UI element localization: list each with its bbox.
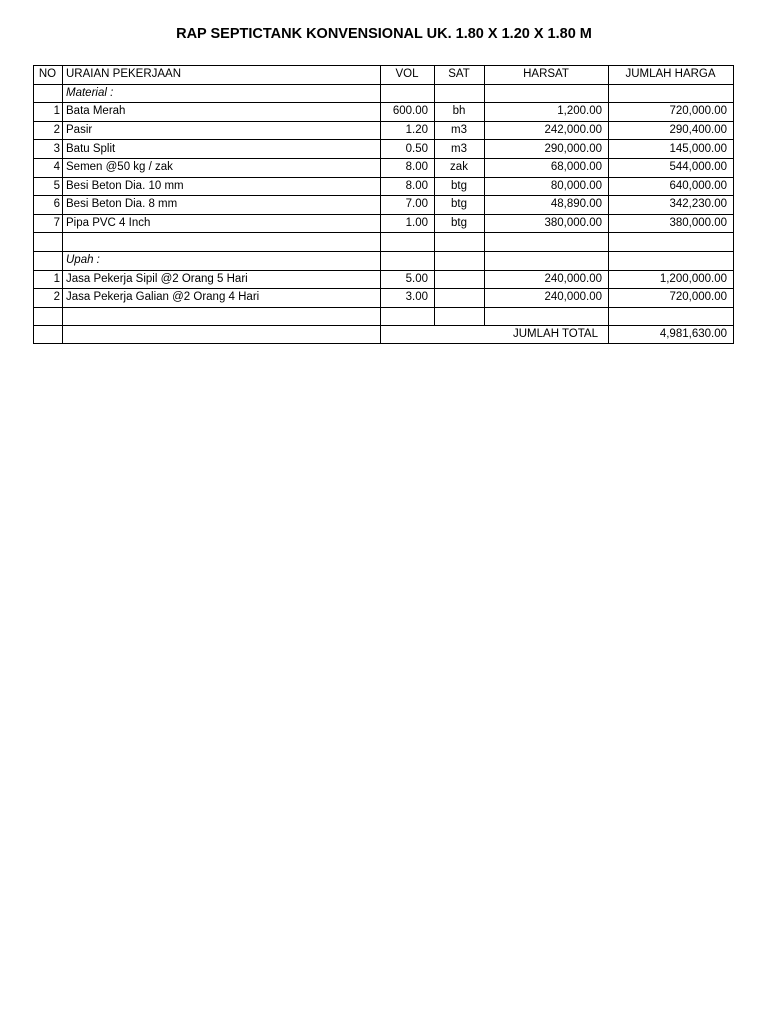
table-row xyxy=(34,158,734,177)
row-jumlah: 380,000.00 xyxy=(609,214,734,233)
document-title: RAP SEPTICTANK KONVENSIONAL UK. 1.80 X 1.20 X 1.80 M xyxy=(176,26,592,42)
table-row xyxy=(34,196,734,215)
table-row xyxy=(34,270,734,289)
row-vol: 5.00 xyxy=(381,270,435,289)
row-vol: 8.00 xyxy=(381,158,435,177)
column-header-no: NO xyxy=(34,66,63,85)
row-sat: zak xyxy=(435,158,485,177)
row-vol: 7.00 xyxy=(381,196,435,215)
row-jumlah: 640,000.00 xyxy=(609,177,734,196)
row-vol: 8.00 xyxy=(381,177,435,196)
row-uraian: Semen @50 kg / zak xyxy=(63,158,381,177)
section-row-material xyxy=(34,84,734,103)
row-harsat: 240,000.00 xyxy=(485,270,609,289)
row-harsat: 290,000.00 xyxy=(485,140,609,159)
row-harsat: 242,000.00 xyxy=(485,121,609,140)
row-uraian: Pipa PVC 4 Inch xyxy=(63,214,381,233)
column-header-jumlah: JUMLAH HARGA xyxy=(609,66,734,85)
row-no: 4 xyxy=(34,158,63,177)
row-harsat: 48,890.00 xyxy=(485,196,609,215)
row-harsat: 240,000.00 xyxy=(485,289,609,308)
row-sat: m3 xyxy=(435,140,485,159)
row-uraian: Batu Split xyxy=(63,140,381,159)
row-uraian: Besi Beton Dia. 10 mm xyxy=(63,177,381,196)
table-row xyxy=(34,140,734,159)
column-header-sat: SAT xyxy=(435,66,485,85)
section-row-upah xyxy=(34,251,734,270)
row-no: 2 xyxy=(34,289,63,308)
rap-table xyxy=(33,65,734,344)
row-no: 5 xyxy=(34,177,63,196)
row-uraian: Pasir xyxy=(63,121,381,140)
table-row xyxy=(34,177,734,196)
empty-row xyxy=(34,307,734,326)
row-sat: bh xyxy=(435,103,485,122)
empty-row xyxy=(34,233,734,252)
row-sat: m3 xyxy=(435,121,485,140)
row-vol: 1.20 xyxy=(381,121,435,140)
row-vol: 600.00 xyxy=(381,103,435,122)
row-harsat: 1,200.00 xyxy=(485,103,609,122)
row-harsat: 68,000.00 xyxy=(485,158,609,177)
row-jumlah: 1,200,000.00 xyxy=(609,270,734,289)
table-row xyxy=(34,121,734,140)
column-header-uraian: URAIAN PEKERJAAN xyxy=(63,66,381,85)
section-label-material: Material : xyxy=(63,84,381,103)
row-sat xyxy=(435,270,485,289)
table-row xyxy=(34,214,734,233)
table-row xyxy=(34,103,734,122)
total-label: JUMLAH TOTAL xyxy=(381,326,609,344)
row-no: 1 xyxy=(34,103,63,122)
row-uraian: Jasa Pekerja Galian @2 Orang 4 Hari xyxy=(63,289,381,308)
section-label-upah: Upah : xyxy=(63,251,381,270)
row-harsat: 80,000.00 xyxy=(485,177,609,196)
table-row xyxy=(34,289,734,308)
row-jumlah: 145,000.00 xyxy=(609,140,734,159)
row-sat: btg xyxy=(435,196,485,215)
row-sat: btg xyxy=(435,214,485,233)
row-uraian: Jasa Pekerja Sipil @2 Orang 5 Hari xyxy=(63,270,381,289)
column-header-harsat: HARSAT xyxy=(485,66,609,85)
row-sat xyxy=(435,289,485,308)
row-no: 6 xyxy=(34,196,63,215)
total-row xyxy=(34,326,734,344)
table-header-row xyxy=(34,66,734,85)
row-no: 2 xyxy=(34,121,63,140)
row-jumlah: 342,230.00 xyxy=(609,196,734,215)
row-harsat: 380,000.00 xyxy=(485,214,609,233)
row-jumlah: 290,400.00 xyxy=(609,121,734,140)
total-value: 4,981,630.00 xyxy=(609,326,734,344)
row-vol: 3.00 xyxy=(381,289,435,308)
row-jumlah: 720,000.00 xyxy=(609,103,734,122)
row-sat: btg xyxy=(435,177,485,196)
row-vol: 0.50 xyxy=(381,140,435,159)
row-jumlah: 544,000.00 xyxy=(609,158,734,177)
column-header-vol: VOL xyxy=(381,66,435,85)
row-uraian: Bata Merah xyxy=(63,103,381,122)
row-vol: 1.00 xyxy=(381,214,435,233)
row-jumlah: 720,000.00 xyxy=(609,289,734,308)
row-no: 3 xyxy=(34,140,63,159)
row-uraian: Besi Beton Dia. 8 mm xyxy=(63,196,381,215)
row-no: 1 xyxy=(34,270,63,289)
row-no: 7 xyxy=(34,214,63,233)
